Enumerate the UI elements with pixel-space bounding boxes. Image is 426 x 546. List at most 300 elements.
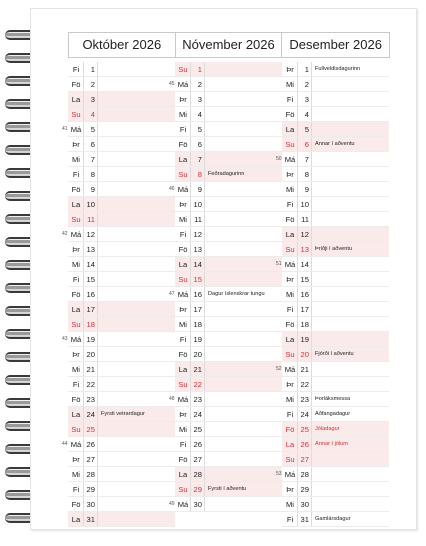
day-event [312, 122, 389, 136]
day-event [98, 392, 175, 406]
day-number: 15 [298, 272, 312, 286]
day-event [205, 347, 282, 361]
day-event [205, 392, 282, 406]
day-number: 4 [298, 107, 312, 121]
day-number: 6 [84, 137, 98, 151]
month-column-october [62, 62, 175, 527]
day-row [175, 362, 282, 377]
weekday-abbrev: Fi [282, 302, 298, 316]
weekday-abbrev: Þr [175, 407, 191, 421]
day-event [205, 317, 282, 331]
day-event: Þriðji í aðventu [315, 246, 353, 252]
day-event: Annar í jólum [315, 441, 348, 447]
day-number: 4 [191, 107, 205, 121]
day-row [282, 137, 389, 152]
day-row [68, 197, 175, 212]
day-number: 5 [84, 122, 98, 136]
day-number: 22 [84, 377, 98, 391]
day-number: 19 [191, 332, 205, 346]
day-row [282, 212, 389, 227]
week-number: 45 [169, 81, 175, 87]
day-event [98, 137, 175, 151]
month-header-bar [68, 32, 390, 58]
day-row [169, 392, 282, 407]
day-event [205, 257, 282, 271]
day-row [169, 497, 282, 512]
day-row [68, 512, 175, 527]
day-number: 27 [191, 452, 205, 466]
day-number: 30 [298, 497, 312, 511]
day-row [175, 197, 282, 212]
day-event [312, 272, 389, 286]
day-row [62, 227, 175, 242]
week-number: 53 [276, 471, 282, 477]
weekday-abbrev: Su [175, 377, 191, 391]
day-row [68, 407, 175, 422]
day-number: 17 [298, 302, 312, 316]
day-number: 26 [84, 437, 98, 451]
weekday-abbrev: Fö [68, 287, 84, 301]
day-number: 15 [84, 272, 98, 286]
day-row [282, 392, 389, 407]
day-row [68, 92, 175, 107]
weekday-abbrev: Fö [282, 422, 298, 436]
day-number: 12 [191, 227, 205, 241]
day-number: 12 [298, 227, 312, 241]
day-event [98, 197, 175, 211]
day-event [98, 302, 175, 316]
day-number: 30 [191, 497, 205, 511]
day-row [68, 212, 175, 227]
day-row [68, 242, 175, 257]
weekday-abbrev: Fö [68, 392, 84, 406]
weekday-abbrev: Su [282, 347, 298, 361]
day-row [68, 362, 175, 377]
day-event [98, 287, 175, 301]
weekday-abbrev: Þr [282, 167, 298, 181]
day-row [282, 167, 389, 182]
day-event [312, 302, 389, 316]
day-row [282, 437, 389, 452]
weekday-abbrev: Fö [175, 242, 191, 256]
day-number: 6 [298, 137, 312, 151]
weekday-abbrev: Su [68, 317, 84, 331]
calendar [62, 32, 390, 527]
day-event [98, 482, 175, 496]
day-row [282, 242, 389, 257]
day-number: 31 [84, 512, 98, 526]
weekday-abbrev: La [175, 467, 191, 481]
day-event: Aðfangadagur [315, 411, 351, 417]
day-number: 1 [298, 62, 312, 76]
day-row [282, 77, 389, 92]
weekday-abbrev: Fö [68, 497, 84, 511]
month-title-december: Desember 2026 [289, 37, 382, 52]
day-event [312, 257, 389, 271]
day-event [98, 332, 175, 346]
day-row [169, 182, 282, 197]
day-number: 20 [191, 347, 205, 361]
day-row [175, 422, 282, 437]
day-row [62, 332, 175, 347]
weekday-abbrev: Fö [68, 182, 84, 196]
day-row [68, 137, 175, 152]
day-row [175, 212, 282, 227]
day-event [98, 497, 175, 511]
day-row [282, 452, 389, 467]
day-row [282, 482, 389, 497]
day-row [169, 77, 282, 92]
day-event [312, 377, 389, 391]
day-event [312, 212, 389, 226]
weekday-abbrev: La [68, 512, 84, 526]
day-number: 2 [191, 77, 205, 91]
day-event: Fjórði í aðventu [315, 351, 354, 357]
day-event [312, 287, 389, 301]
weekday-abbrev: Su [282, 137, 298, 151]
weekday-abbrev: Þr [175, 197, 191, 211]
day-event [205, 62, 282, 76]
day-number: 11 [298, 212, 312, 226]
weekday-abbrev: Þr [175, 302, 191, 316]
day-number: 10 [298, 197, 312, 211]
week-number: 48 [169, 396, 175, 402]
day-event [98, 512, 175, 526]
day-event [205, 107, 282, 121]
day-event [205, 452, 282, 466]
day-event [98, 122, 175, 136]
day-number: 2 [298, 77, 312, 91]
day-row [282, 332, 389, 347]
weekday-abbrev: Fi [175, 437, 191, 451]
day-row [68, 152, 175, 167]
weekday-abbrev: Mi [175, 317, 191, 331]
day-row [175, 167, 282, 182]
day-row [169, 287, 282, 302]
day-number: 18 [84, 317, 98, 331]
day-event [98, 92, 175, 106]
weekday-abbrev: Mi [175, 212, 191, 226]
day-row [282, 62, 389, 77]
day-number: 7 [84, 152, 98, 166]
day-row [282, 287, 389, 302]
day-number: 28 [298, 467, 312, 481]
day-event [98, 452, 175, 466]
day-number: 14 [298, 257, 312, 271]
weekday-abbrev: Má [68, 122, 84, 136]
day-row [175, 377, 282, 392]
day-row [68, 392, 175, 407]
day-number: 17 [84, 302, 98, 316]
week-number: 41 [62, 126, 68, 132]
day-row [276, 257, 389, 272]
day-number: 29 [84, 482, 98, 496]
day-number: 13 [84, 242, 98, 256]
day-event [205, 407, 282, 421]
week-number: 47 [169, 291, 175, 297]
week-number: 52 [276, 366, 282, 372]
day-row [282, 407, 389, 422]
day-number: 15 [191, 272, 205, 286]
weekday-abbrev: Fi [282, 407, 298, 421]
day-event [312, 227, 389, 241]
day-row [175, 257, 282, 272]
day-number: 1 [84, 62, 98, 76]
weekday-abbrev: Má [68, 227, 84, 241]
day-number: 26 [298, 437, 312, 451]
day-number: 23 [191, 392, 205, 406]
day-event: Fyrsti í aðventu [208, 486, 247, 492]
month-column-december [276, 62, 389, 527]
day-number: 16 [191, 287, 205, 301]
day-number: 5 [191, 122, 205, 136]
day-number: 13 [191, 242, 205, 256]
day-event [98, 107, 175, 121]
day-number: 28 [84, 467, 98, 481]
weekday-abbrev: Þr [282, 377, 298, 391]
day-row [276, 362, 389, 377]
weekday-abbrev: La [282, 332, 298, 346]
month-title-october: Október 2026 [69, 33, 176, 57]
weekday-abbrev: Su [68, 107, 84, 121]
day-number: 16 [298, 287, 312, 301]
day-row [175, 62, 282, 77]
day-event [312, 497, 389, 511]
day-row [68, 62, 175, 77]
day-number: 24 [191, 407, 205, 421]
day-row [68, 107, 175, 122]
weekday-abbrev: Þr [68, 347, 84, 361]
week-number: 49 [169, 501, 175, 507]
day-event [205, 332, 282, 346]
day-event [98, 182, 175, 196]
day-event [205, 122, 282, 136]
weekday-abbrev: Mi [68, 362, 84, 376]
day-row [68, 497, 175, 512]
day-number: 10 [191, 197, 205, 211]
day-number: 21 [84, 362, 98, 376]
day-event [312, 362, 389, 376]
day-number: 7 [298, 152, 312, 166]
day-event [98, 422, 175, 436]
day-number: 9 [84, 182, 98, 196]
day-row [282, 422, 389, 437]
day-row [175, 407, 282, 422]
day-event [98, 377, 175, 391]
day-row [175, 137, 282, 152]
day-event [205, 467, 282, 481]
day-row [175, 107, 282, 122]
day-number: 9 [298, 182, 312, 196]
day-number: 18 [191, 317, 205, 331]
day-row [282, 512, 389, 527]
day-event [98, 362, 175, 376]
day-number: 4 [84, 107, 98, 121]
day-row [276, 467, 389, 482]
day-event [205, 377, 282, 391]
day-row [175, 272, 282, 287]
day-event [98, 152, 175, 166]
day-row [282, 197, 389, 212]
day-event [312, 152, 389, 166]
day-event [312, 467, 389, 481]
weekday-abbrev: Fi [175, 122, 191, 136]
day-row [276, 152, 389, 167]
month-title-november: Nóvember 2026 [176, 33, 283, 57]
day-number: 3 [84, 92, 98, 106]
weekday-abbrev: Fi [282, 197, 298, 211]
day-event [205, 212, 282, 226]
day-number: 29 [298, 482, 312, 496]
day-row [68, 347, 175, 362]
weekday-abbrev: Mi [68, 152, 84, 166]
weekday-abbrev: Fö [282, 212, 298, 226]
day-number: 27 [84, 452, 98, 466]
day-number: 24 [84, 407, 98, 421]
weekday-abbrev: Su [68, 212, 84, 226]
weekday-abbrev: Su [282, 242, 298, 256]
day-number: 16 [84, 287, 98, 301]
weekday-abbrev: Þr [68, 242, 84, 256]
day-number: 30 [84, 497, 98, 511]
day-event [98, 272, 175, 286]
day-row [68, 452, 175, 467]
day-number: 22 [298, 377, 312, 391]
weekday-abbrev: Má [68, 332, 84, 346]
day-row [282, 497, 389, 512]
weekday-abbrev: Þr [282, 482, 298, 496]
day-row [282, 272, 389, 287]
day-event [98, 242, 175, 256]
day-event [312, 452, 389, 466]
weekday-abbrev: Þr [68, 452, 84, 466]
weekday-abbrev: Fö [175, 137, 191, 151]
day-row [175, 347, 282, 362]
day-row [175, 152, 282, 167]
day-number: 5 [298, 122, 312, 136]
weekday-abbrev: La [68, 407, 84, 421]
weekday-abbrev: Fi [68, 167, 84, 181]
day-number: 7 [191, 152, 205, 166]
weekday-abbrev: Þr [175, 92, 191, 106]
day-event: Jóladagur [315, 426, 340, 432]
day-row [68, 257, 175, 272]
day-row [282, 92, 389, 107]
day-row [282, 122, 389, 137]
weekday-abbrev: Fi [68, 272, 84, 286]
day-row [175, 242, 282, 257]
month-column-november [169, 62, 282, 527]
weekday-abbrev: Má [282, 257, 298, 271]
day-number: 25 [191, 422, 205, 436]
day-event [312, 77, 389, 91]
day-number: 8 [84, 167, 98, 181]
day-number: 11 [191, 212, 205, 226]
day-event: Gamlársdagur [315, 516, 351, 522]
day-number: 27 [298, 452, 312, 466]
day-number: 10 [84, 197, 98, 211]
weekday-abbrev: Þr [68, 137, 84, 151]
day-row [175, 122, 282, 137]
weekday-abbrev: Má [68, 437, 84, 451]
day-row [175, 467, 282, 482]
day-number: 8 [298, 167, 312, 181]
day-event [312, 317, 389, 331]
day-number: 12 [84, 227, 98, 241]
day-number: 2 [84, 77, 98, 91]
week-number: 44 [62, 441, 68, 447]
weekday-abbrev: Mi [282, 77, 298, 91]
weekday-abbrev: Má [175, 392, 191, 406]
weekday-abbrev: Su [175, 62, 191, 76]
day-event [205, 362, 282, 376]
day-row [175, 302, 282, 317]
day-event [98, 347, 175, 361]
day-row [175, 92, 282, 107]
weekday-abbrev: Su [68, 422, 84, 436]
day-row [68, 317, 175, 332]
day-number: 1 [191, 62, 205, 76]
day-row [175, 437, 282, 452]
weekday-abbrev: Má [282, 152, 298, 166]
weekday-abbrev: Fi [282, 92, 298, 106]
weekday-abbrev: Mi [175, 107, 191, 121]
weekday-abbrev: Fö [282, 107, 298, 121]
day-number: 23 [298, 392, 312, 406]
day-event [205, 152, 282, 166]
week-number: 43 [62, 336, 68, 342]
day-row [175, 452, 282, 467]
day-number: 29 [191, 482, 205, 496]
day-event: Dagur íslenskrar tungu [208, 291, 265, 297]
weekday-abbrev: Má [175, 77, 191, 91]
day-event: Þorláksmessa [315, 396, 351, 402]
weekday-abbrev: Fi [175, 227, 191, 241]
day-row [68, 302, 175, 317]
day-event [312, 167, 389, 181]
weekday-abbrev: Þr [282, 272, 298, 286]
weekday-abbrev: Mi [68, 467, 84, 481]
weekday-abbrev: Fi [282, 512, 298, 526]
day-row [282, 317, 389, 332]
day-event: Fyrsti vetrardagur [101, 411, 145, 417]
day-number: 19 [84, 332, 98, 346]
weekday-abbrev: La [68, 197, 84, 211]
day-event [205, 437, 282, 451]
day-event [98, 437, 175, 451]
weekday-abbrev: Su [175, 272, 191, 286]
day-number: 23 [84, 392, 98, 406]
day-event [312, 482, 389, 496]
day-event [312, 197, 389, 211]
day-event [98, 227, 175, 241]
weekday-abbrev: La [175, 362, 191, 376]
day-number: 9 [191, 182, 205, 196]
day-event [98, 467, 175, 481]
day-row [282, 377, 389, 392]
day-number: 19 [298, 332, 312, 346]
day-number: 28 [191, 467, 205, 481]
month-columns [62, 62, 390, 527]
day-number: 26 [191, 437, 205, 451]
weekday-abbrev: Má [175, 287, 191, 301]
day-event [205, 77, 282, 91]
day-event [312, 92, 389, 106]
weekday-abbrev: Mi [282, 182, 298, 196]
weekday-abbrev: Fö [282, 317, 298, 331]
day-row [282, 227, 389, 242]
day-event [312, 107, 389, 121]
